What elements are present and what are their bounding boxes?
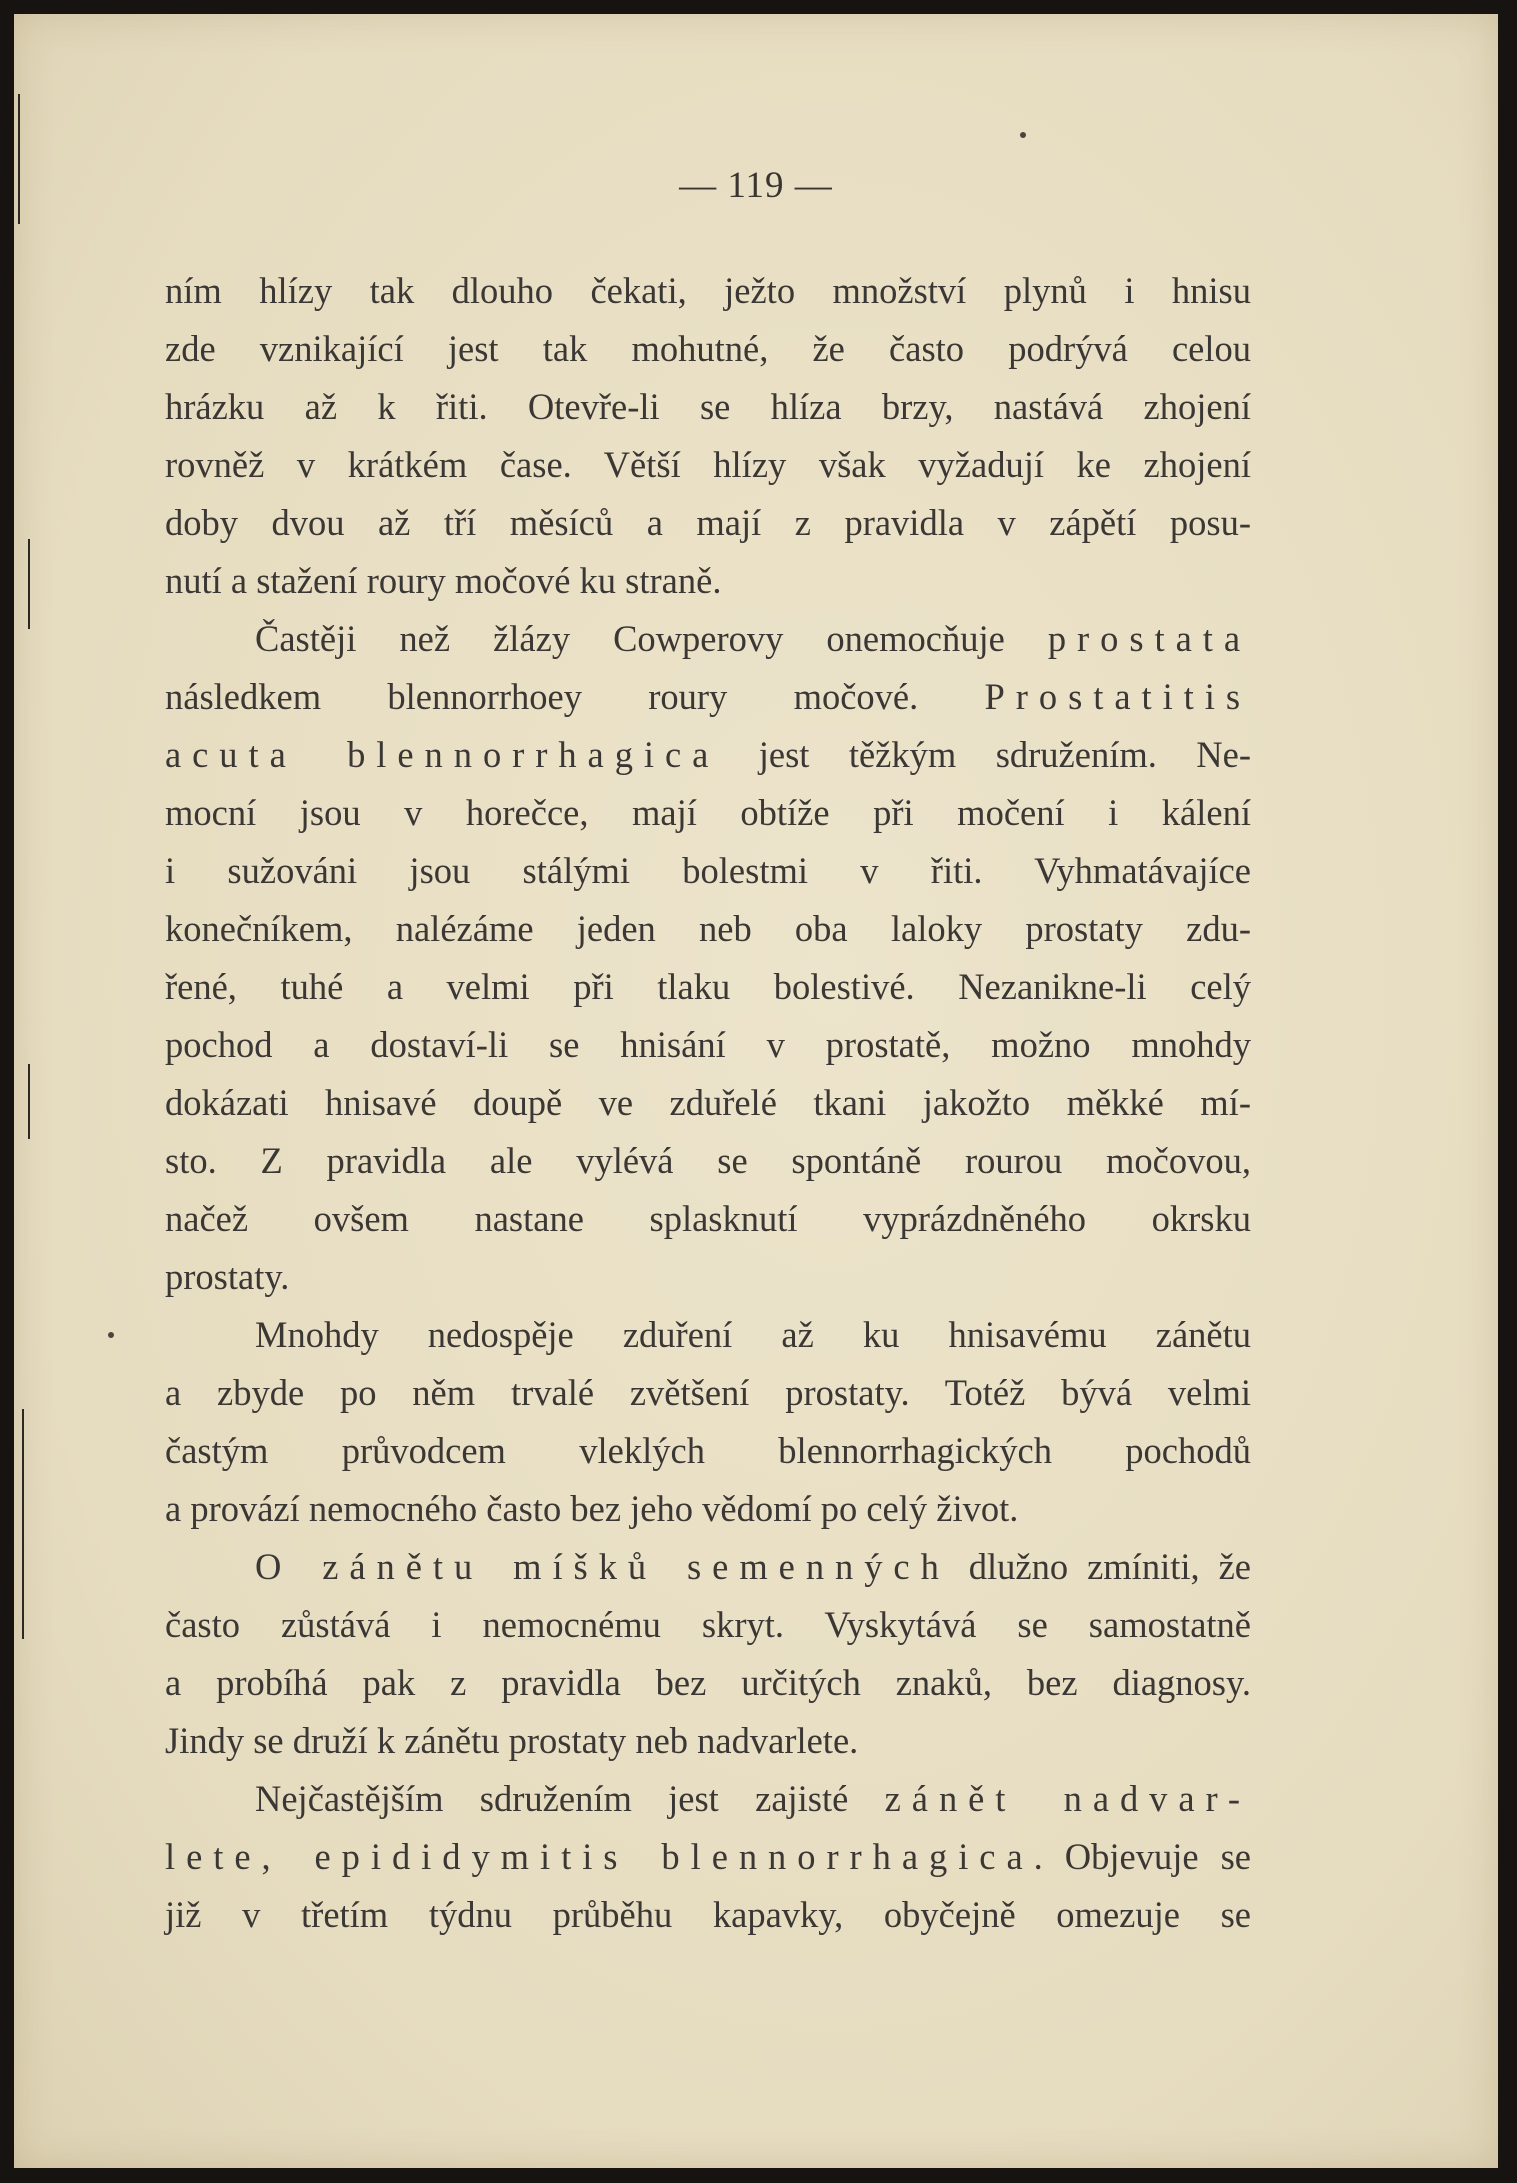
text-run: Častěji než žlázy Cowperovy onemocňuje (255, 618, 1048, 659)
gutter-mark (18, 94, 20, 224)
text-run: často zůstává i nemocnému skryt. Vyskytává se samostatně (165, 1604, 1251, 1645)
text-line (165, 1074, 1251, 1132)
text-line (165, 1422, 1251, 1480)
text-line (165, 1190, 1251, 1248)
text-line (165, 1886, 1251, 1944)
spaced-emphasis: prostata (1047, 618, 1251, 659)
scan-speck (1020, 132, 1026, 138)
text-line (165, 1538, 1251, 1596)
text-line (165, 900, 1251, 958)
spaced-emphasis: acuta blennorrhagica (165, 734, 720, 775)
text-run: dokázati hnisavé doupě ve zduřelé tkani jakožto měkké mí- (165, 1082, 1251, 1123)
text-line (165, 958, 1251, 1016)
text-run: Nejčastějším sdružením jest zajisté (255, 1778, 885, 1819)
text-run: prostaty. (165, 1256, 290, 1297)
spaced-emphasis: Prostatitis (984, 676, 1251, 717)
spaced-emphasis: O zánětu míšků semenných (255, 1546, 950, 1587)
text-run: Mnohdy nedospěje zduření až ku hnisavému zánětu (255, 1314, 1251, 1355)
text-line (165, 494, 1251, 552)
spaced-emphasis: zánět nadvar- (884, 1778, 1252, 1819)
text-line (165, 668, 1251, 726)
text-run: následkem blennorrhoey roury močové. (165, 676, 985, 717)
page-number: — 119 — (679, 165, 833, 206)
text-line (165, 842, 1251, 900)
text-run: řené, tuhé a velmi při tlaku bolestivé. Nezanikne-li celý (165, 966, 1251, 1007)
text-run: zde vznikající jest tak mohutné, že často podrývá celou (165, 328, 1251, 369)
text-run: a probíhá pak z pravidla bez určitých znaků, bez diagnosy. (165, 1662, 1251, 1703)
text-line (165, 436, 1251, 494)
text-line (165, 1480, 1251, 1538)
text-line (165, 784, 1251, 842)
text-line (165, 262, 1251, 320)
text-line (165, 610, 1251, 668)
text-line (165, 320, 1251, 378)
text-run: doby dvou až tří měsíců a mají z pravidla v zápětí posu- (165, 502, 1251, 543)
text-run: častým průvodcem vleklých blennorrhagických pochodů (165, 1430, 1251, 1471)
text-line (165, 378, 1251, 436)
text-run: pochod a dostaví-li se hnisání v prostatě, možno mnohdy (165, 1024, 1251, 1065)
text-run: hrázku až k řiti. Otevře-li se hlíza brzy, nastává zhojení (165, 386, 1251, 427)
text-line (165, 1828, 1251, 1886)
text-line (165, 1364, 1251, 1422)
text-run: Jindy se druží k zánětu prostaty neb nadvarlete. (165, 1720, 859, 1761)
text-run: rovněž v krátkém čase. Větší hlízy však vyžadují ke zhojení (165, 444, 1251, 485)
text-line (165, 1306, 1251, 1364)
scan-speck (108, 1332, 114, 1338)
text-line (165, 1654, 1251, 1712)
text-run: nutí a stažení roury močové ku straně. (165, 560, 722, 601)
gutter-mark (28, 1064, 30, 1139)
text-run: jest těžkým sdružením. Ne- (719, 734, 1251, 775)
text-run: . Objevuje se (1033, 1836, 1251, 1877)
text-line (165, 552, 1251, 610)
text-run: dlužno zmíniti, že (949, 1546, 1251, 1587)
text-line (165, 1016, 1251, 1074)
text-line (165, 1770, 1251, 1828)
text-run: konečníkem, nalézáme jeden neb oba laloky prostaty zdu- (165, 908, 1251, 949)
text-line (165, 1596, 1251, 1654)
gutter-mark (22, 1409, 24, 1639)
text-line (165, 1132, 1251, 1190)
book-page (14, 14, 1498, 2168)
text-run: načež ovšem nastane splasknutí vyprázdněného okrsku (165, 1198, 1251, 1239)
spaced-emphasis: lete, epididymitis blennorrhagica (165, 1836, 1034, 1877)
text-run: již v třetím týdnu průběhu kapavky, obyčejně omezuje se (165, 1894, 1251, 1935)
body-text (165, 262, 1251, 1944)
gutter-mark (28, 539, 30, 629)
text-line (165, 1248, 1251, 1306)
text-run: mocní jsou v horečce, mají obtíže při močení i kálení (165, 792, 1251, 833)
text-run: a provází nemocného často bez jeho vědomí po celý život. (165, 1488, 1019, 1529)
text-run: i sužováni jsou stálými bolestmi v řiti. Vyhmatávajíce (165, 850, 1251, 891)
text-run: sto. Z pravidla ale vylévá se spontáně rourou močovou, (165, 1140, 1251, 1181)
text-line (165, 1712, 1251, 1770)
text-line (165, 726, 1251, 784)
text-run: a zbyde po něm trvalé zvětšení prostaty. Totéž bývá velmi (165, 1372, 1251, 1413)
text-run: ním hlízy tak dlouho čekati, ježto množství plynů i hnisu (165, 270, 1251, 311)
